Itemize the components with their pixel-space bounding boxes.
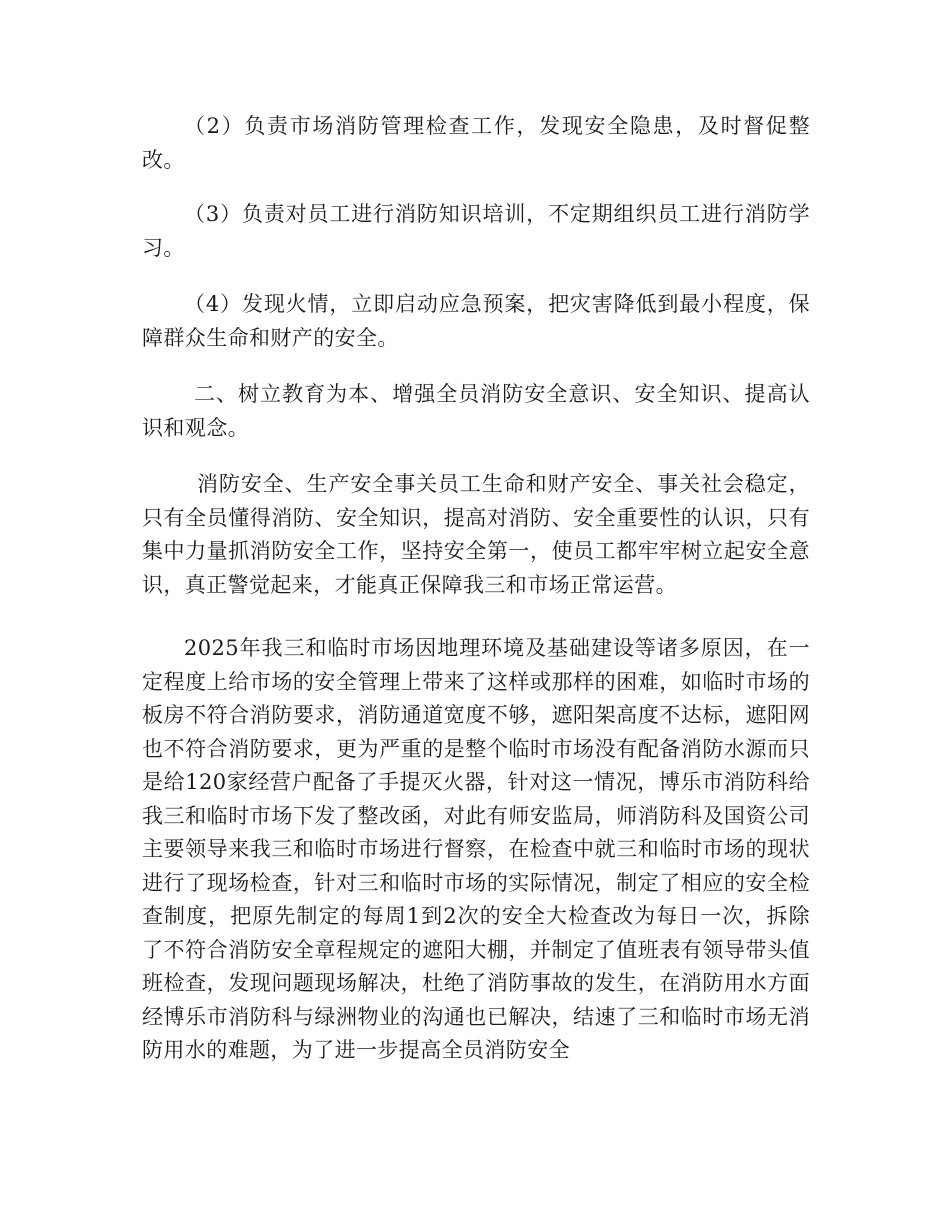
responsibility-item-2: （2）负责市场消防管理检查工作，发现安全隐患，及时督促整改。	[142, 114, 810, 172]
body-paragraph-safety: 消防安全、生产安全事关员工生命和财产安全、事关社会稳定，只有全员懂得消防、安全知识，提高对消防、安全重要性的认识，只有集中力量抓消防安全工作，坚持安全第一，使员工都牢牢树立起安全意识，真正警觉起来，才能真正保障我三和市场正常运营。	[142, 472, 810, 597]
responsibility-item-4: （4）发现火情，立即启动应急预案，把灾害降低到最小程度，保障群众生命和财产的安全。	[142, 292, 810, 350]
body-paragraph-2025: 2025年我三和临时市场因地理环境及基础建设等诸多原因，在一定程度上给市场的安全管理上带来了这样或那样的困难，如临时市场的板房不符合消防要求，消防通道宽度不够，遮阳架高度不达标，遮阳网也不符合消防要求，更为严重的是整个临时市场没有配备消防水源而只是给120家经营户配备了手提灭火器，针对这一情况，博乐市消防科给我三和临时市场下发了整改函，对此有师安监局，师消防科及国资公司主要领导来我三和临时市场进行督察，在检查中就三和临时市场的现状进行了现场检查，针对三和临时市场的实际情况，制定了相应的安全检查制度，把原先制定的每周1到2次的安全大检查改为每日一次，拆除了不符合消防安全章程规定的遮阳大棚，并制定了值班表有领导带头值班检查，发现问题现场解决，杜绝了消防事故的发生，在消防用水方面经博乐市消防科与绿洲物业的沟通也已解决，结速了三和临时市场无消防用水的难题，为了进一步提高全员消防安全	[142, 636, 810, 1062]
responsibility-item-3: （3）负责对员工进行消防知识培训，不定期组织员工进行消防学习。	[142, 202, 810, 260]
section-heading: 二、树立教育为本、增强全员消防安全意识、安全知识、提高认识和观念。	[142, 382, 810, 440]
